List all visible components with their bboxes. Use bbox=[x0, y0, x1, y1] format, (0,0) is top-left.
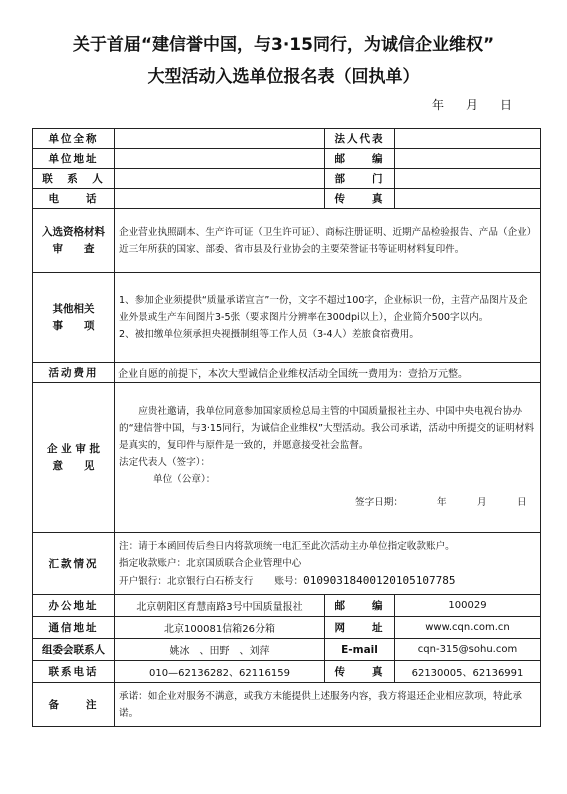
contact-label: 联 系 人 bbox=[33, 169, 115, 189]
fax-label: 传 真 bbox=[325, 189, 395, 209]
website-value: www.cqn.com.cn bbox=[395, 617, 541, 639]
registration-form bbox=[32, 128, 541, 727]
office-fax-value: 62130005、62136991 bbox=[395, 661, 541, 683]
approval-statement: 应贵社邀请，我单位同意参加国家质检总局主管的中国质量报社主办、中国中央电视台协办的“建信誉中国，与3·15同行，为诚信企业维权”大型活动。我公司承诺，活动中所提交的证明材料是真实的，复印件与原件是一致的，并愿意接受社会监督。 bbox=[119, 406, 535, 451]
remarks-label: 备 注 bbox=[33, 683, 115, 727]
sign-date-day: 日 bbox=[517, 497, 527, 508]
legal-rep-label: 法人代表 bbox=[325, 129, 395, 149]
contact-field[interactable] bbox=[115, 169, 325, 189]
row-office bbox=[33, 595, 541, 617]
website-label: 网 址 bbox=[325, 617, 395, 639]
row-remit bbox=[33, 533, 541, 595]
other-item-2: 2、被扣缴单位须承担央视摄制组等工作人员（3-4人）差旅食宿费用。 bbox=[119, 329, 419, 340]
remit-account-label: 账号： bbox=[274, 575, 304, 587]
remarks-content: 承诺：如企业对服务不满意，或我方未能提供上述服务内容，我方将退还企业相应款项，特此承诺。 bbox=[115, 683, 541, 727]
materials-label-2: 审 查 bbox=[52, 242, 95, 255]
approval-label bbox=[33, 383, 115, 533]
legal-rep-field[interactable] bbox=[395, 129, 541, 149]
date-year: 年 bbox=[432, 98, 445, 112]
remit-bank-line bbox=[119, 572, 536, 590]
unit-address-field[interactable] bbox=[115, 149, 325, 169]
row-tel bbox=[33, 661, 541, 683]
sign-date-month: 月 bbox=[477, 497, 487, 508]
materials-label bbox=[33, 209, 115, 273]
other-label bbox=[33, 273, 115, 363]
phone-field[interactable] bbox=[115, 189, 325, 209]
remit-content bbox=[115, 533, 541, 595]
row-unit-address bbox=[33, 149, 541, 169]
row-unit-name bbox=[33, 129, 541, 149]
postcode-label: 邮 编 bbox=[325, 149, 395, 169]
other-label-1: 其他相关 bbox=[52, 302, 95, 315]
phone-label: 电 话 bbox=[33, 189, 115, 209]
tel-label: 联系电话 bbox=[33, 661, 115, 683]
mail-label: 通信地址 bbox=[33, 617, 115, 639]
committee-value: 姚冰 、田野 、刘萍 bbox=[115, 639, 325, 661]
office-postcode-value: 100029 bbox=[395, 595, 541, 617]
title-line-1: 关于首届“建信誉中国，与3·15同行，为诚信企业维权” bbox=[72, 35, 495, 55]
mail-value: 北京100081信箱26分箱 bbox=[115, 617, 325, 639]
title-line-2: 大型活动入选单位报名表（回执单） bbox=[147, 67, 420, 87]
company-seal: 单位（公章）： bbox=[153, 474, 216, 485]
row-other bbox=[33, 273, 541, 363]
email-value: cqn-315@sohu.com bbox=[395, 639, 541, 661]
sign-date-label: 签字日期： bbox=[355, 497, 403, 508]
row-approval bbox=[33, 383, 541, 533]
legal-rep-signature: 法定代表人（签字）： bbox=[119, 457, 211, 468]
row-fee bbox=[33, 363, 541, 383]
date-month: 月 bbox=[466, 98, 479, 112]
row-mail bbox=[33, 617, 541, 639]
remit-bank: 开户银行：北京银行白石桥支行 bbox=[119, 575, 254, 587]
office-value: 北京朝阳区育慧南路3号中国质量报社 bbox=[115, 595, 325, 617]
fee-label: 活动费用 bbox=[33, 363, 115, 383]
committee-label: 组委会联系人 bbox=[33, 639, 115, 661]
remit-account-name: 指定收款账户：北京国质联合企业管理中心 bbox=[119, 557, 302, 569]
office-label: 办公地址 bbox=[33, 595, 115, 617]
materials-label-1: 入选资格材料 bbox=[42, 225, 105, 238]
unit-name-label: 单位全称 bbox=[33, 129, 115, 149]
postcode-field[interactable] bbox=[395, 149, 541, 169]
remit-note: 注：请于本函回传后叁日内将款项统一电汇至此次活动主办单位指定收款账户。 bbox=[119, 540, 455, 552]
department-label: 部 门 bbox=[325, 169, 395, 189]
approval-label-1: 企 业 审 批 bbox=[47, 442, 100, 455]
fax-field[interactable] bbox=[395, 189, 541, 209]
sign-date-year: 年 bbox=[437, 497, 447, 508]
other-item-1: 1、参加企业须提供“质量承诺宣言”一份，文字不超过100字，企业标识一份，主营产品图片及企业外景或生产车间图片3-5张（要求图片分辨率在300dpi以上），企业简介500字以内。 bbox=[119, 295, 528, 323]
row-phone bbox=[33, 189, 541, 209]
office-postcode-label: 邮 编 bbox=[325, 595, 395, 617]
email-label: E-mail bbox=[325, 639, 395, 661]
fee-content: 企业自愿的前提下，本次大型诚信企业维权活动全国统一费用为：壹拾万元整。 bbox=[115, 363, 541, 383]
office-fax-label: 传 真 bbox=[325, 661, 395, 683]
row-committee bbox=[33, 639, 541, 661]
other-label-2: 事 项 bbox=[52, 319, 95, 332]
row-materials bbox=[33, 209, 541, 273]
row-contact bbox=[33, 169, 541, 189]
materials-content: 企业营业执照副本、生产许可证（卫生许可证）、商标注册证明、近期产品检验报告、产品（企业）近三年所获的国家、部委、省市县及行业协会的主要荣誉证书等证明材料复印件。 bbox=[115, 209, 541, 273]
approval-label-2: 意 见 bbox=[52, 459, 95, 472]
department-field[interactable] bbox=[395, 169, 541, 189]
sign-date-line bbox=[119, 494, 536, 512]
approval-content bbox=[115, 383, 541, 533]
other-content bbox=[115, 273, 541, 363]
date-day: 日 bbox=[500, 98, 513, 112]
remit-label: 汇款情况 bbox=[33, 533, 115, 595]
unit-address-label: 单位地址 bbox=[33, 149, 115, 169]
row-remarks bbox=[33, 683, 541, 727]
remit-account-number: 01090318400120105107785 bbox=[303, 573, 456, 587]
unit-name-field[interactable] bbox=[115, 129, 325, 149]
tel-value: 010—62136282、62116159 bbox=[115, 661, 325, 683]
